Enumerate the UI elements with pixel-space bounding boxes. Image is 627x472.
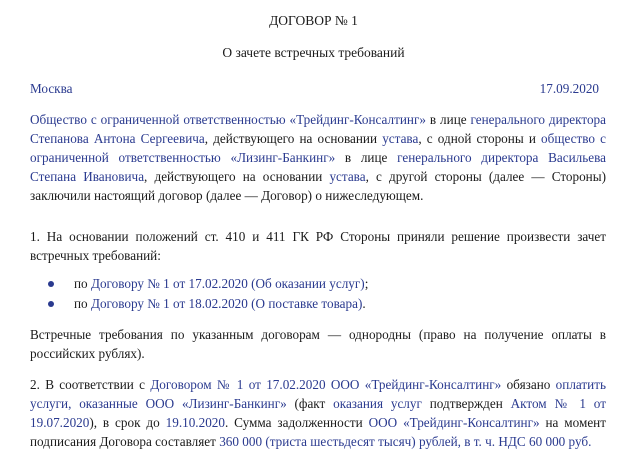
text-fragment: в лице: [426, 112, 471, 127]
list-item-suffix: .: [362, 295, 366, 311]
contract-reference: Договору № 1 от 18.02.2020 (О поставке товара): [90, 295, 363, 311]
document-subtitle: О зачете встречных требований: [222, 45, 405, 60]
list-item: [48, 274, 368, 294]
list-item-prefix: по: [74, 295, 91, 311]
party2-basis: устава: [329, 169, 366, 185]
preamble-paragraph: [30, 110, 606, 205]
text-fragment: 2. В соответствии с: [30, 377, 151, 392]
text-fragment: (факт: [286, 396, 334, 412]
party2-name: общество с ограниченной ответственностью «Лизинг-Банкинг»: [30, 131, 607, 166]
clause-2-paragraph: [30, 375, 606, 451]
party1-basis: устава: [382, 131, 419, 147]
services-text: оказания услуг: [333, 396, 422, 412]
list-item-suffix: ;: [364, 276, 369, 291]
homogeneity-paragraph: Встречные требования по указанным договорам — однородны (право на получение оплаты в российских рублях).: [30, 327, 606, 362]
list-item: [48, 294, 368, 314]
text-fragment: , с другой стороны (далее — Стороны) заключили настоящий договор (далее — Договор) о нижеследующем.: [30, 169, 606, 204]
party1-director: генерального директора Степанова Антона Сергеевича: [30, 112, 606, 147]
contract-city: Москва: [30, 81, 73, 96]
document-title: ДОГОВОР № 1: [269, 13, 358, 28]
text-fragment: , действующего на основании: [144, 169, 330, 185]
debt-amount: 360 000 (триста шестьдесят тысяч) рублей, в т. ч. НДС 60 000 руб.: [219, 434, 592, 450]
party1-name: Общество с ограниченной ответственностью «Трейдинг-Консалтинг»: [30, 112, 426, 127]
contract-reference: Договору № 1 от 17.02.2020 (Об оказании услуг): [90, 276, 365, 291]
text-fragment: в лице: [335, 150, 398, 166]
text-fragment: ), в срок до: [89, 415, 166, 431]
debtor-name: ООО «Трейдинг-Консалтинг»: [368, 415, 540, 431]
text-fragment: . Сумма задолженности: [224, 415, 369, 431]
contract-reference: Договором № 1 от 17.02.2020: [150, 377, 326, 392]
text-fragment: , с одной стороны и: [418, 131, 542, 147]
party1-short-name: ООО «Трейдинг-Консалтинг»: [330, 377, 502, 392]
act-reference: Актом № 1 от 19.07.2020: [30, 396, 606, 431]
party2-director: генерального директора Васильева Степана Ивановича: [30, 150, 606, 185]
text-fragment: подтвержден: [421, 396, 511, 412]
text-fragment: обязано: [501, 377, 556, 392]
contract-date: 17.09.2020: [539, 81, 599, 96]
text-fragment: [138, 396, 146, 411]
clause-1-paragraph: 1. На основании положений ст. 410 и 411 ГК РФ Стороны приняли решение произвести зачет встречных требований:: [30, 229, 606, 264]
bullet-icon: [48, 301, 54, 307]
due-date: 19.10.2020: [165, 415, 225, 431]
bullet-icon: [48, 281, 54, 287]
text-fragment: , действующего на основании: [204, 131, 383, 147]
party2-short-name: ООО «Лизинг-Банкинг»: [145, 396, 287, 412]
list-item-prefix: по: [74, 276, 91, 291]
contracts-list: [48, 274, 368, 313]
obligation-text: оплатить услуги, оказанные: [30, 377, 607, 412]
text-fragment: на момент подписания Договора составляет: [30, 415, 606, 450]
